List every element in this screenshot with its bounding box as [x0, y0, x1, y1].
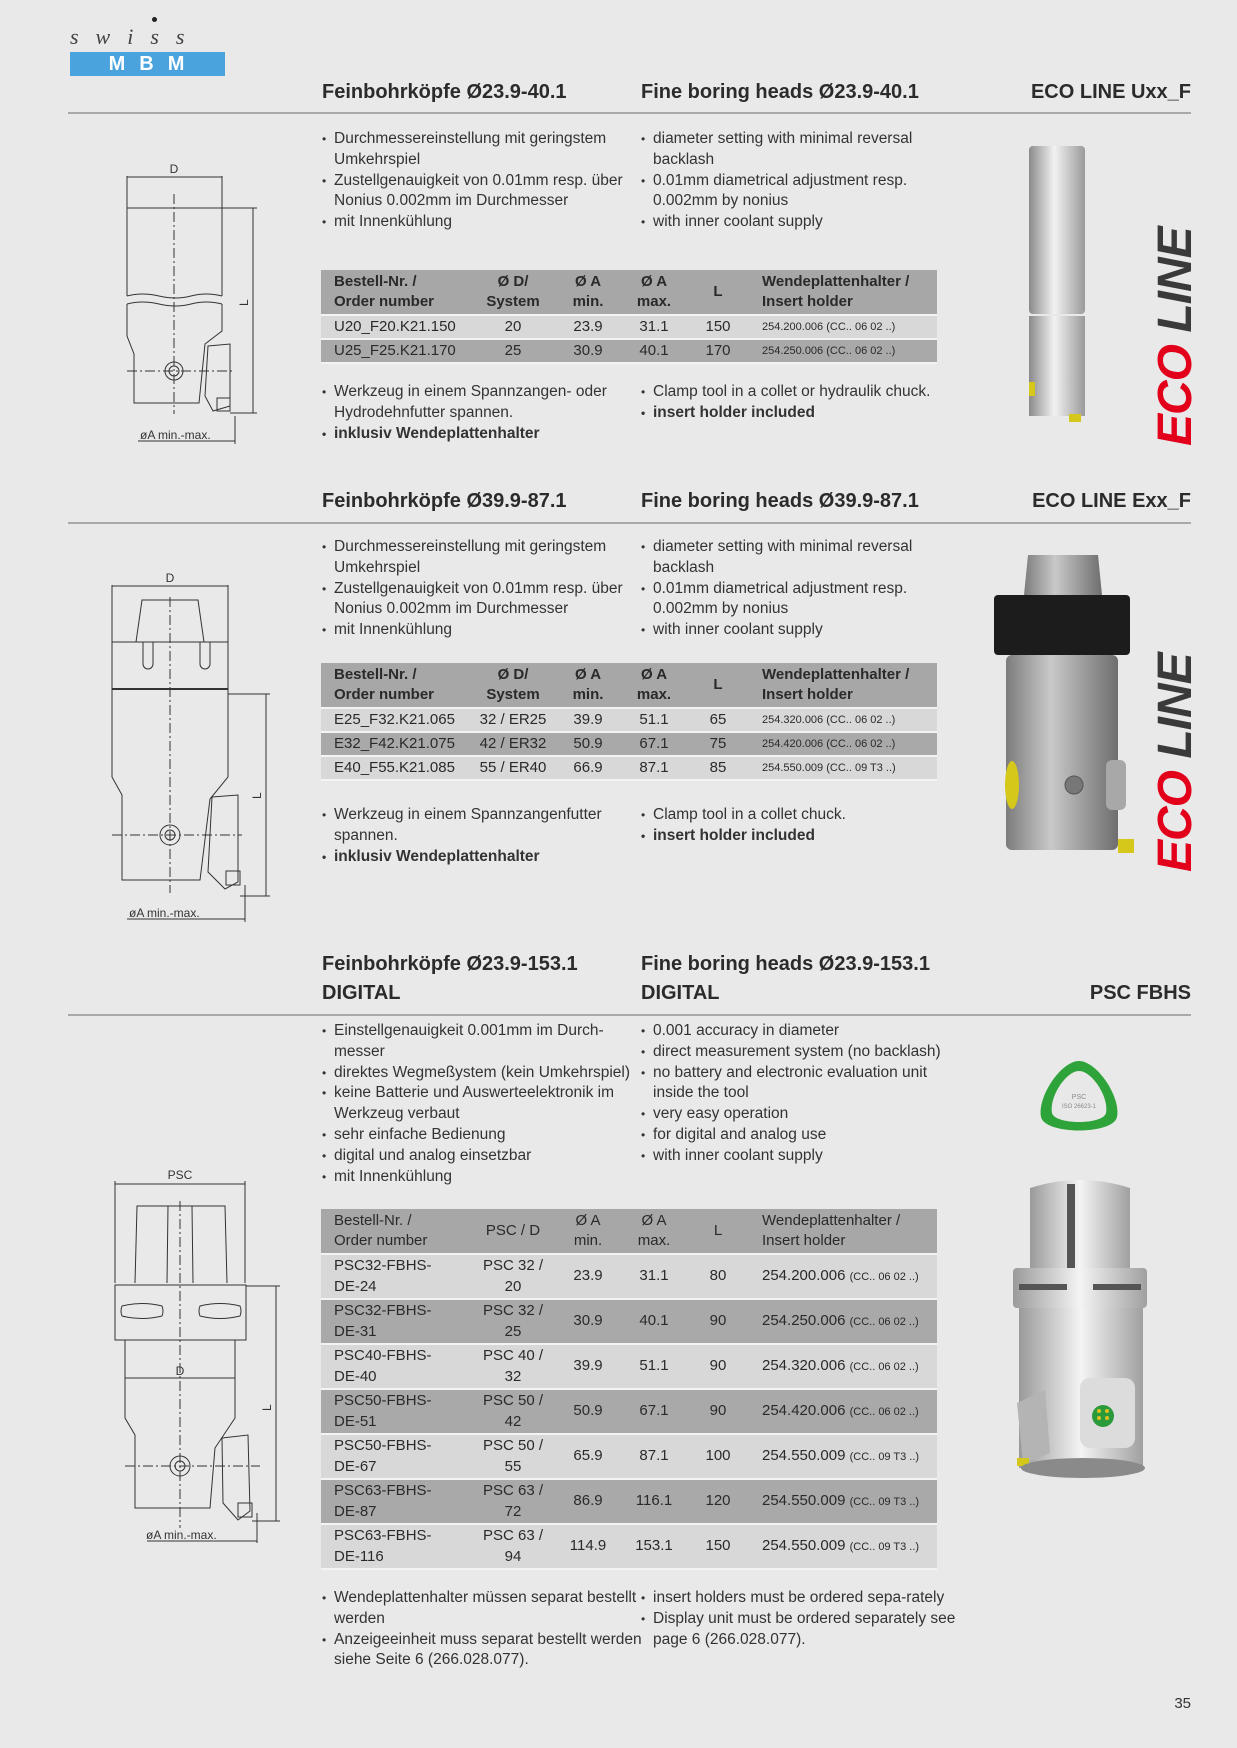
section-title-en: Fine boring heads Ø23.9-40.1: [641, 81, 919, 103]
col-insert-holder: Wendeplattenhalter / Insert holder: [749, 270, 937, 316]
technical-drawing-svg: [100, 567, 280, 947]
cell-a-min: 50.9: [555, 1390, 621, 1435]
cell-length: 100: [687, 1435, 749, 1480]
boring-head-u-image: [1025, 146, 1095, 431]
feature-item: • 0.001 accuracy in diameter: [641, 1021, 961, 1042]
psc-iso-badge: [1035, 1057, 1123, 1137]
feature-item: • diameter setting with minimal reversal backlash: [641, 129, 961, 171]
table-row: [321, 757, 937, 781]
boring-head-psc-image: [1005, 1178, 1155, 1478]
cell-a-max: 116.1: [621, 1480, 687, 1525]
feature-item: • keine Batterie und Auswerteelektronik im Werkzeug verbaut: [322, 1083, 642, 1125]
col-insert-holder: Wendeplattenhalter / Insert holder: [749, 1209, 937, 1255]
cell-psc-d: PSC 63 / 94: [471, 1525, 555, 1570]
col-a-max: Ø A max.: [621, 1209, 687, 1255]
col-a-max: Ø A max.: [621, 270, 687, 316]
col-length: L: [687, 663, 749, 709]
dim-label-bore: øA min.-max.: [129, 906, 200, 920]
col-order-number: Bestell-Nr. / Order number: [321, 1209, 471, 1255]
features-de: [322, 129, 642, 233]
feature-item: • Durchmessereinstellung mit geringstem Umkehrspiel: [322, 129, 642, 171]
feature-item: • Durchmessereinstellung mit geringstem Umkehrspiel: [322, 537, 642, 579]
col-a-min: Ø A min.: [555, 663, 621, 709]
cell-a-max: 31.1: [621, 1255, 687, 1300]
table-row: [321, 1300, 937, 1345]
cell-a-min: 114.9: [555, 1525, 621, 1570]
line-text: LINE: [1149, 227, 1202, 333]
dim-label-d: D: [165, 571, 175, 585]
notes-en: [641, 1588, 961, 1650]
technical-drawing: [100, 567, 280, 947]
cell-insert-holder: 254.320.006 (CC.. 06 02 ..): [749, 1345, 937, 1390]
cell-length: 150: [687, 1525, 749, 1570]
cell-insert-holder: 254.420.006 (CC.. 06 02 ..): [749, 733, 937, 757]
col-a-min: Ø A min.: [555, 1209, 621, 1255]
cell-insert-holder: 254.200.006 (CC.. 06 02 ..): [749, 316, 937, 340]
spec-table: [321, 270, 937, 364]
cell-psc-d: PSC 32 / 25: [471, 1300, 555, 1345]
cell-length: 170: [687, 340, 749, 364]
feature-item: • with inner coolant supply: [641, 620, 961, 641]
cell-a-min: 39.9: [555, 1345, 621, 1390]
section-tag: ECO LINE Exx_F: [1032, 490, 1191, 512]
feature-item: • Zustellgenauigkeit von 0.01mm resp. über Nonius 0.002mm im Durchmesser: [322, 171, 642, 213]
product-image: [1025, 146, 1085, 431]
title-de-line1: Feinbohrköpfe Ø23.9-153.1: [322, 953, 578, 975]
col-psc-d: PSC / D: [471, 1209, 555, 1255]
cell-psc-d: PSC 50 / 55: [471, 1435, 555, 1480]
boring-head-e-image: [990, 555, 1150, 865]
section-title-en: Fine boring heads Ø39.9-87.1: [641, 490, 919, 512]
feature-item: • Zustellgenauigkeit von 0.01mm resp. über Nonius 0.002mm im Durchmesser: [322, 579, 642, 621]
cell-length: 65: [687, 709, 749, 733]
table-row: [321, 1345, 937, 1390]
features-en: [641, 129, 961, 233]
technical-drawing-svg: [100, 156, 280, 456]
eco-text: ECO: [1149, 344, 1202, 446]
cell-a-min: 23.9: [555, 1255, 621, 1300]
cell-length: 85: [687, 757, 749, 781]
note-item: • Clamp tool in a collet or hydraulik chuck.: [641, 382, 961, 403]
cell-a-min: 66.9: [555, 757, 621, 781]
cell-a-min: 30.9: [555, 340, 621, 364]
dim-label-psc: PSC: [167, 1168, 193, 1182]
note-item: • Display unit must be ordered separately see page 6 (266.028.077).: [641, 1609, 961, 1651]
cell-a-min: 86.9: [555, 1480, 621, 1525]
section-title-de: Feinbohrköpfe Ø39.9-87.1: [322, 490, 567, 512]
psc-badge-icon: [1035, 1057, 1123, 1137]
cell-order-number: PSC63-FBHS- DE-116: [321, 1525, 471, 1570]
technical-drawing: [110, 1163, 290, 1553]
feature-item: • no battery and electronic evaluation unit inside the tool: [641, 1063, 961, 1105]
table-row: [321, 316, 937, 340]
table-header-row: [321, 270, 937, 316]
note-item: • Werkzeug in einem Spannzangen- oder Hydrodehnfutter spannen.: [322, 382, 642, 424]
features-en: [641, 1021, 961, 1167]
feature-item: • sehr einfache Bedienung: [322, 1125, 642, 1146]
col-a-max: Ø A max.: [621, 663, 687, 709]
product-image: [990, 555, 1150, 865]
cell-a-max: 67.1: [621, 733, 687, 757]
cell-order-number: PSC40-FBHS- DE-40: [321, 1345, 471, 1390]
note-item: • insert holder included: [641, 403, 961, 424]
dim-label-bore: øA min.-max.: [146, 1528, 217, 1542]
notes-en: [641, 805, 961, 847]
cell-insert-holder: 254.250.006 (CC.. 06 02 ..): [749, 340, 937, 364]
title-en-line1: Fine boring heads Ø23.9-153.1: [641, 953, 930, 975]
feature-item: • with inner coolant supply: [641, 1146, 961, 1167]
cell-insert-holder: 254.550.009 (CC.. 09 T3 ..): [749, 757, 937, 781]
section-divider: [68, 522, 1191, 524]
table-header-row: [321, 663, 937, 709]
feature-item: • Einstellgenauigkeit 0.001mm im Durch-messer: [322, 1021, 642, 1063]
feature-item: • for digital and analog use: [641, 1125, 961, 1146]
cell-a-min: 23.9: [555, 316, 621, 340]
cell-insert-holder: 254.550.009 (CC.. 09 T3 ..): [749, 1525, 937, 1570]
cell-system: 42 / ER32: [471, 733, 555, 757]
dim-label-l: L: [260, 1404, 274, 1411]
cell-length: 90: [687, 1300, 749, 1345]
cell-a-max: 40.1: [621, 1300, 687, 1345]
section-tag: ECO LINE Uxx_F: [1030, 81, 1191, 103]
section-divider: [68, 112, 1191, 114]
cell-insert-holder: 254.320.006 (CC.. 06 02 ..): [749, 709, 937, 733]
cell-a-min: 39.9: [555, 709, 621, 733]
cell-length: 90: [687, 1390, 749, 1435]
cell-system: 20: [471, 316, 555, 340]
col-insert-holder: Wendeplattenhalter / Insert holder: [749, 663, 937, 709]
feature-item: • direct measurement system (no backlash): [641, 1042, 961, 1063]
cell-psc-d: PSC 40 / 32: [471, 1345, 555, 1390]
spec-table: [321, 663, 937, 781]
cell-order-number: PSC50-FBHS- DE-67: [321, 1435, 471, 1480]
note-item: • Clamp tool in a collet chuck.: [641, 805, 961, 826]
dim-label-l: L: [250, 792, 264, 799]
eco-text: ECO: [1149, 770, 1202, 872]
cell-a-min: 50.9: [555, 733, 621, 757]
cell-insert-holder: 254.420.006 (CC.. 06 02 ..): [749, 1390, 937, 1435]
table-row: [321, 1435, 937, 1480]
note-item: • Anzeigeeinheit muss separat bestellt werden siehe Seite 6 (266.028.077).: [322, 1630, 642, 1672]
note-item: • inklusiv Wendeplattenhalter: [322, 847, 642, 868]
feature-item: • 0.01mm diametrical adjustment resp. 0.002mm by nonius: [641, 171, 961, 213]
col-system: Ø D/ System: [471, 663, 555, 709]
cell-order-number: E25_F32.K21.065: [321, 709, 471, 733]
feature-item: • 0.01mm diametrical adjustment resp. 0.002mm by nonius: [641, 579, 961, 621]
notes-de: [322, 382, 642, 444]
dim-label-l: L: [237, 299, 251, 306]
section-title-de: [322, 950, 578, 1008]
notes-en: [641, 382, 961, 424]
cell-order-number: E40_F55.K21.085: [321, 757, 471, 781]
product-image: [1005, 1178, 1155, 1478]
cell-a-max: 31.1: [621, 316, 687, 340]
feature-item: • with inner coolant supply: [641, 212, 961, 233]
dim-label-d: D: [169, 162, 179, 176]
feature-item: • very easy operation: [641, 1104, 961, 1125]
feature-item: • direktes Wegmeßystem (kein Umkehrspiel): [322, 1063, 642, 1084]
logo-mbm-text: MBM: [70, 52, 225, 76]
cell-a-max: 153.1: [621, 1525, 687, 1570]
dim-label-d: D: [175, 1364, 185, 1378]
cell-a-max: 40.1: [621, 340, 687, 364]
cell-order-number: U20_F20.K21.150: [321, 316, 471, 340]
table-row: [321, 340, 937, 364]
eco-line-label: [1148, 653, 1203, 872]
notes-de: [322, 1588, 642, 1671]
cell-insert-holder: 254.200.006 (CC.. 06 02 ..): [749, 1255, 937, 1300]
notes-de: [322, 805, 642, 867]
feature-item: • digital und analog einsetzbar: [322, 1146, 642, 1167]
badge-line1: PSC: [1071, 1094, 1087, 1101]
feature-item: • mit Innenkühlung: [322, 1167, 642, 1188]
table-row: [321, 1390, 937, 1435]
brand-logo: [70, 14, 225, 78]
col-order-number: Bestell-Nr. / Order number: [321, 663, 471, 709]
technical-drawing: [100, 156, 280, 456]
cell-order-number: PSC32-FBHS- DE-31: [321, 1300, 471, 1345]
col-order-number: Bestell-Nr. / Order number: [321, 270, 471, 316]
spec-table: [321, 1209, 937, 1570]
cell-length: 150: [687, 316, 749, 340]
title-en-line2: DIGITAL: [641, 982, 720, 1004]
note-item: • insert holders must be ordered sepa-rately: [641, 1588, 961, 1609]
col-length: L: [687, 270, 749, 316]
cell-a-max: 51.1: [621, 709, 687, 733]
table-header-row: [321, 1209, 937, 1255]
cell-insert-holder: 254.250.006 (CC.. 06 02 ..): [749, 1300, 937, 1345]
cell-insert-holder: 254.550.009 (CC.. 09 T3 ..): [749, 1435, 937, 1480]
table-row: [321, 1255, 937, 1300]
cell-order-number: E32_F42.K21.075: [321, 733, 471, 757]
logo-swiss-text: swiss: [70, 24, 202, 49]
col-a-min: Ø A min.: [555, 270, 621, 316]
title-de-line2: DIGITAL: [322, 982, 401, 1004]
cell-length: 75: [687, 733, 749, 757]
note-item: • Werkzeug in einem Spannzangenfutter spannen.: [322, 805, 642, 847]
cell-a-min: 30.9: [555, 1300, 621, 1345]
table-row: [321, 1525, 937, 1570]
table-row: [321, 1480, 937, 1525]
eco-line-label: [1148, 227, 1203, 446]
section-title-en: [641, 950, 930, 1008]
page-number: 35: [1174, 1695, 1191, 1712]
section-divider: [68, 1014, 1191, 1016]
cell-a-min: 65.9: [555, 1435, 621, 1480]
cell-psc-d: PSC 63 / 72: [471, 1480, 555, 1525]
cell-order-number: PSC50-FBHS- DE-51: [321, 1390, 471, 1435]
feature-item: • mit Innenkühlung: [322, 212, 642, 233]
cell-length: 80: [687, 1255, 749, 1300]
feature-item: • mit Innenkühlung: [322, 620, 642, 641]
badge-line2: ISO 26623-1: [1061, 1104, 1097, 1110]
col-system: Ø D/ System: [471, 270, 555, 316]
cell-system: 32 / ER25: [471, 709, 555, 733]
note-item: • insert holder included: [641, 826, 961, 847]
cell-system: 25: [471, 340, 555, 364]
cell-a-max: 67.1: [621, 1390, 687, 1435]
line-text: LINE: [1149, 653, 1202, 759]
cell-a-max: 51.1: [621, 1345, 687, 1390]
features-en: [641, 537, 961, 641]
cell-length: 120: [687, 1480, 749, 1525]
cell-psc-d: PSC 32 / 20: [471, 1255, 555, 1300]
section-tag: PSC FBHS: [1089, 982, 1191, 1004]
technical-drawing-svg: [110, 1163, 290, 1553]
table-row: [321, 709, 937, 733]
dim-label-bore: øA min.-max.: [140, 428, 211, 442]
cell-system: 55 / ER40: [471, 757, 555, 781]
section-title-de: Feinbohrköpfe Ø23.9-40.1: [322, 81, 567, 103]
note-item: • Wendeplattenhalter müssen separat bestellt werden: [322, 1588, 642, 1630]
logo-dot: [152, 17, 157, 22]
cell-insert-holder: 254.550.009 (CC.. 09 T3 ..): [749, 1480, 937, 1525]
features-de: [322, 537, 642, 641]
cell-order-number: PSC63-FBHS- DE-87: [321, 1480, 471, 1525]
cell-length: 90: [687, 1345, 749, 1390]
col-length: L: [687, 1209, 749, 1255]
features-de: [322, 1021, 642, 1187]
cell-order-number: U25_F25.K21.170: [321, 340, 471, 364]
cell-a-max: 87.1: [621, 757, 687, 781]
table-row: [321, 733, 937, 757]
cell-a-max: 87.1: [621, 1435, 687, 1480]
feature-item: • diameter setting with minimal reversal backlash: [641, 537, 961, 579]
cell-order-number: PSC32-FBHS- DE-24: [321, 1255, 471, 1300]
cell-psc-d: PSC 50 / 42: [471, 1390, 555, 1435]
note-item: • inklusiv Wendeplattenhalter: [322, 424, 642, 445]
